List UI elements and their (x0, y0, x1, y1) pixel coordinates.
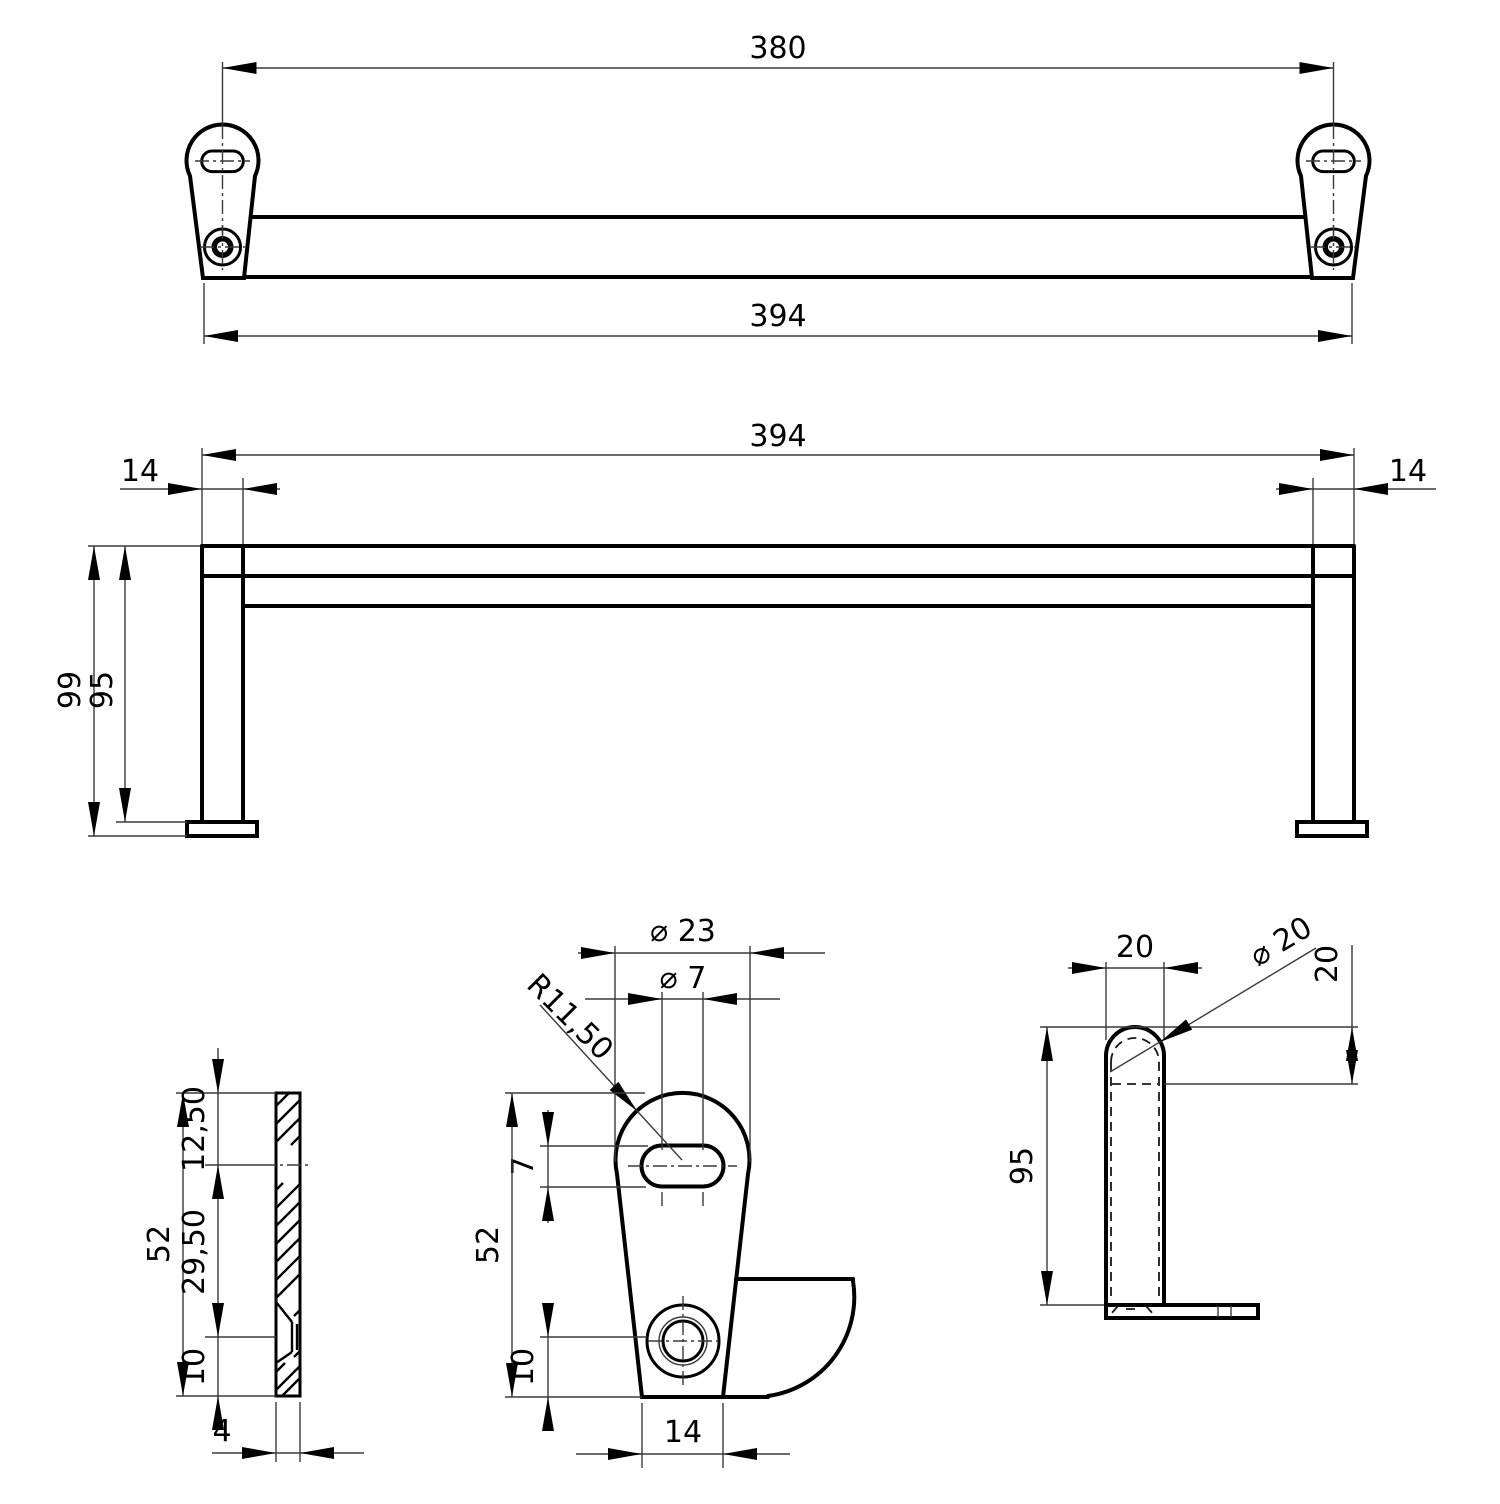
dim-overall-height-label: 99 (53, 670, 88, 710)
dim-slot-height-label: 7 (506, 1156, 541, 1176)
post-side-view (1005, 910, 1358, 1318)
dim-bracket-hole-offset-label: 10 (506, 1347, 541, 1387)
plate-section-view (142, 1048, 364, 1462)
dim-head-diameter-label: ⌀ 23 (650, 914, 716, 949)
dim-slot-from-top-label: 12,50 (177, 1086, 212, 1172)
dim-head-radius-label: R11,50 (519, 967, 620, 1068)
dim-bracket-width-right-label: 14 (1388, 454, 1428, 489)
dim-hole-from-bottom-label: 10 (177, 1347, 212, 1387)
dim-plate-thickness-label: 4 (212, 1414, 232, 1449)
dim-overall-top-label: 394 (749, 299, 807, 334)
dim-base-width-label: 14 (663, 1415, 703, 1450)
front-view (53, 419, 1436, 836)
top-view (187, 31, 1370, 344)
dim-hole-spacing-label: 380 (749, 31, 807, 66)
dim-tube-width-label: 20 (1115, 930, 1155, 965)
dim-tube-inset-label: 20 (1310, 944, 1345, 984)
dim-post-side-height-label: 95 (1005, 1146, 1040, 1186)
bracket-detail-view (471, 914, 854, 1468)
dim-plate-length-label: 52 (142, 1224, 177, 1264)
dim-slot-to-hole-label: 29,50 (177, 1209, 212, 1295)
dim-overall-front-label: 394 (749, 419, 807, 454)
dim-tube-diameter-label: ⌀ 20 (1243, 909, 1319, 974)
dim-bracket-length-label: 52 (471, 1225, 506, 1265)
dim-bracket-width-left-label: 14 (120, 454, 160, 489)
dim-slot-diameter-label: ⌀ 7 (659, 961, 707, 996)
dim-post-height-label: 95 (85, 670, 120, 710)
